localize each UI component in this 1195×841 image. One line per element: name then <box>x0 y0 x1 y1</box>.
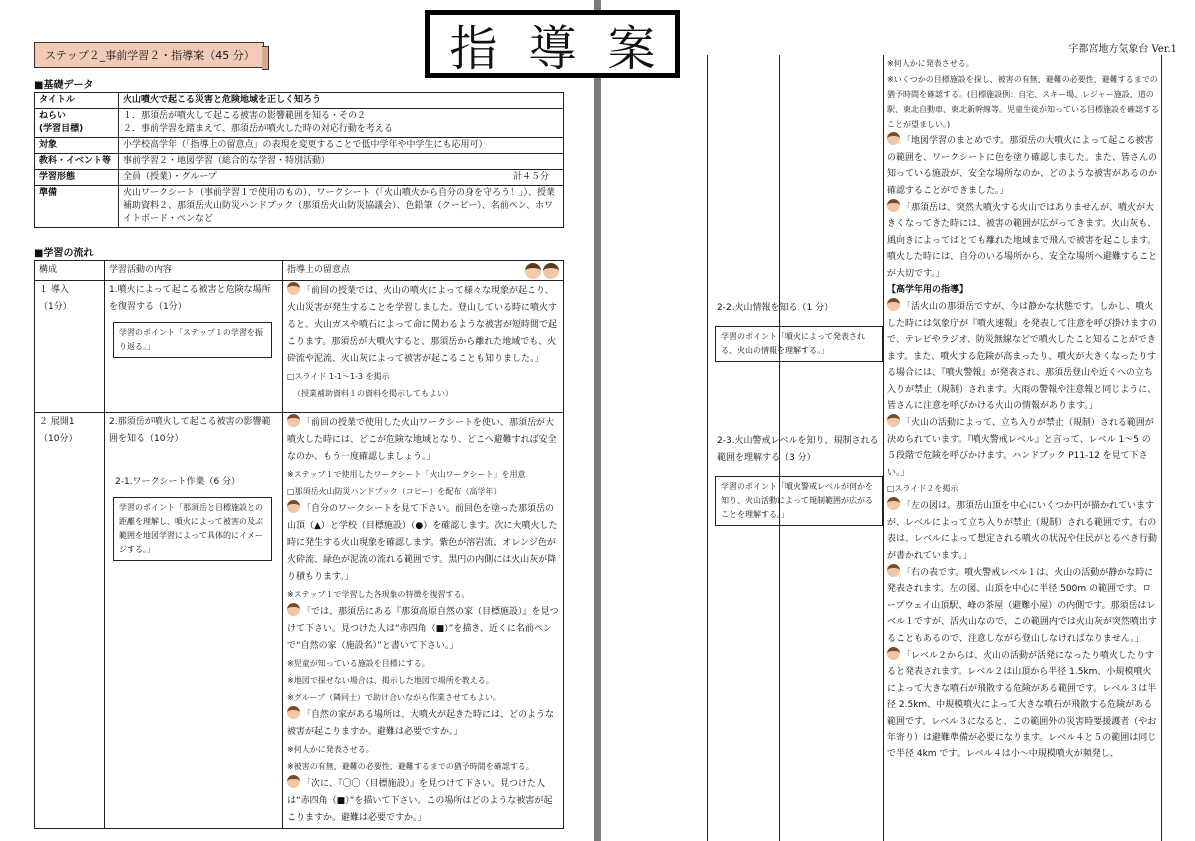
step-banner: ステップ２_事前学習２・指導案（45 分） <box>34 42 264 68</box>
activity-text: 2.那須岳が噴火して起こる被害の影響範囲を知る（10分） <box>109 417 271 444</box>
basic-key: 準備 <box>35 186 119 228</box>
teacher-line: 「レベル２からは、火山の活動が活発になったり噴火したりすると発表されます。レベル２は山頂から半径 1.5km、小規模噴火によって大きな噴石が飛散する危険がある範囲です。レベル３は半径 2.5km、中規模噴火によって大きな噴石が飛散する危険がある範囲です。レベル３になると、この範囲外の災害時要援護者（やお年寄り）は避難準備が必要になります。レベル４と５の範囲は同じで半径 4km です。レベル４は小〜中規模噴火が頻発し、 <box>887 651 1157 760</box>
teacher-line: 「では、那須岳にある『那須高原自然の家（目標施設）』を見つけて下さい。見つけた人は“赤四角（■）”を描き、近くに名前ペンで“自然の家（施設名）”と書いて下さい。」 <box>287 607 559 651</box>
teacher-avatars <box>525 263 559 279</box>
flow-col-header: 指導上の留意点 <box>287 265 351 275</box>
flow-table <box>34 260 564 829</box>
note: □スライド 1-1〜1-3 を掲示 <box>287 372 390 381</box>
teacher-line: 「次に、『〇〇（目標施設）』を見つけて下さい。見つけた人は“赤四角（■）”を描いて下さい。この場所はどのような被害が起こりますか。避難は必要ですか。」 <box>287 779 553 823</box>
note: ※児童が知っている施設を目標にする。 <box>287 659 430 668</box>
teacher-avatar-icon <box>887 298 900 311</box>
note: （授業補助資料１の資料を掲示してもよい） <box>293 389 453 398</box>
note: ※何人かに発表させる。 <box>887 59 974 68</box>
avatar <box>525 263 541 279</box>
teacher-avatar-icon <box>887 647 900 660</box>
note: ※いくつかの目標施設を探し、被害の有無、避難の必要性、避難するまでの猶予時間を確認する。(目標施設例：自宅、スキー場、レジャー施設、道の駅、東北自動車、東北新幹線等。児童生徒が知っている目標施設を確認することが望ましい。) <box>887 75 1159 130</box>
teacher-avatar-icon <box>287 603 300 616</box>
basic-extra: 計４５分 <box>512 172 549 182</box>
teacher-line: 「自然の家がある場所は、大噴火が起きた時には、どのような被害が起こりますか。避難は必要ですか。」 <box>287 710 555 737</box>
basic-value: 火山ワークシート（事前学習１で使用のもの）、ワークシート（「火山噴火から自分の身を守ろう！」）、授業補助資料２、那須岳火山防災ハンドブック（那須岳火山防災協議会）、色鉛筆（クーピー）、名前ペン、ホワイトボード・ペンなど <box>119 186 564 228</box>
flow-col-header: 学習活動の内容 <box>105 261 283 281</box>
avatar <box>543 263 559 279</box>
activity-text: 1.噴火によって起こる被害と危険な場所を復習する（1分） <box>109 285 271 312</box>
learning-point: 学習のポイント「那須岳と目標施設との距離を理解し、噴火によって被害の及ぶ範囲を地図学習によって具体的にイメージする。」 <box>113 497 272 561</box>
teacher-avatar-icon <box>887 132 900 145</box>
teacher-avatar-icon <box>287 706 300 719</box>
teacher-line: 「地図学習のまとめです。那須岳の大噴火によって起こる被害の範囲を、ワークシートに色を塗り確認しました。また、皆さんの知っている施設が、安全な場所なのか、どのような被害があるのか確認することができました。」 <box>887 136 1158 196</box>
activity-text: 2-3.火山警戒レベルを知り、規制される範囲を理解する（3 分） <box>717 436 879 463</box>
learning-point: 学習のポイント「噴火によって発表される、火山の情報を理解する。」 <box>715 326 883 362</box>
teacher-avatar-icon <box>287 282 300 295</box>
teacher-line: 「自分のワークシートを見て下さい。前回色を塗った那須岳の山頂（▲）と学校（目標施設）（●）を確認します。次に大噴火した時に発生する火山現象を確認します。紫色が溶岩流、オレンジ色が火砕流、緑色が泥流の流れる範囲です。黒円の内側には火山灰が降り積もります。」 <box>287 504 558 582</box>
teacher-line: 「前回の授業では、火山の噴火によって様々な現象が起こり、火山災害が発生することを学習しました。登山している時に噴火すると、火山ガスや噴石によって命に関わるような被害が短時間で起こります。那須岳が大噴火すると、那須岳から離れた地域でも、火砕流や泥流、火山灰によって被害が起こることも知りました。」 <box>287 286 558 364</box>
section-label: 【高学年用の指導】 <box>887 285 969 296</box>
basic-value: 事前学習２・地図学習（総合的な学習・特別活動） <box>119 154 564 170</box>
page-gutter <box>594 0 601 841</box>
basic-value: 全員（授業）・グループ <box>123 172 217 182</box>
document-title <box>425 10 680 78</box>
phase-cell: ２ 展開1 （10分） <box>35 413 105 829</box>
right-col-divider <box>883 55 884 841</box>
flow-col-header: 構成 <box>35 261 105 281</box>
basic-value: １．那須岳が噴火して起こる被害の影響範囲を知る・その２ ２．事前学習を踏まえて、那須岳が噴火した時の対応行動を考える <box>119 109 564 138</box>
left-page <box>0 0 594 841</box>
note: ※地図で探せない場合は、掲示した地図で場所を教える。 <box>287 676 494 685</box>
note: □スライド２を掲示 <box>887 483 959 493</box>
learning-point: 学習のポイント「噴火警戒レベルが何かを知り、火山活動によって規制範囲が広がることを理解する。」 <box>715 476 883 526</box>
teacher-avatar-icon <box>887 414 900 427</box>
basic-key: 教科・イベント等 <box>35 154 119 170</box>
teacher-avatar-icon <box>887 199 900 212</box>
teacher-line: 「前回の授業で使用した火山ワークシートを使い、那須岳が大噴火した時には、どこが危険な地域となり、どこへ避難すれば安全なのか、もう一度確認しましょう。」 <box>287 418 557 462</box>
basic-key: 学習形態 <box>35 170 119 186</box>
teacher-line: 「活火山の那須岳ですが、今は静かな状態です。しかし、噴火した時には気象庁が『噴火速報』を発表して注意を呼び掛けますので、テレビやラジオ、防災無線などで噴火したこと知ることができます。また、噴火する危険が高まったり、噴火が大きくなったりする場合には、『噴火警報』が発表され、那須岳登山や近くへの立ち入りが禁止（規制）されます。大雨の警報や注意報と同じように、皆さんに注意を呼びかける火山の情報があります。」 <box>887 302 1158 411</box>
teacher-avatar-icon <box>287 414 300 427</box>
basic-value: 火山噴火で起こる災害と危険地域を正しく知ろう <box>119 93 564 109</box>
teacher-avatar-icon <box>287 775 300 788</box>
phase-cell: １ 導入 （1分） <box>35 281 105 413</box>
basic-heading: ■基礎データ <box>34 80 94 91</box>
note: □那須岳火山防災ハンドブック（コピー）を配布（高学年） <box>287 487 502 496</box>
teacher-avatar-icon <box>887 497 900 510</box>
note: ※ステップ１で使用したワークシート「火山ワークシート」を用意 <box>287 470 526 479</box>
right-page <box>601 0 1195 841</box>
teacher-line: 「右の表です。噴火警戒レベル１は、火山の活動が静かな時に発表されます。左の図、山頂を中心に半径 500m の範囲です。ロープウェイ山頂駅、峰の茶屋（避難小屋）の内側です。那須岳はレベル１ですが、活火山なので、この範囲内では火山灰が突然噴出することもあるので、注意しながら登山しなければなりません。」 <box>887 567 1157 644</box>
note: ※ステップ１で学習した各現象の特徴を復習する。 <box>287 590 470 599</box>
teacher-avatar-icon <box>887 564 900 577</box>
title-char: 導 <box>528 20 577 77</box>
title-char: 指 <box>449 20 498 77</box>
activity-subtext: 2-1.ワークシート作業（6 分） <box>115 477 241 487</box>
note: ※グループ（隣同士）で助け合いながら作業させてもよい。 <box>287 693 502 702</box>
learning-point: 学習のポイント「ステップ１の学習を振り返る。」 <box>113 322 272 358</box>
teacher-line: 「那須岳は、突然大噴火する火山ではありませんが、噴火が大きくなってきた時には、被害の範囲が広がってきます。火山灰も、風向きによってはとても離れた地域まで飛んで被害を起こします。噴火した時には、自分のいる場所から、安全な場所へ避難することが大切です。」 <box>887 203 1158 279</box>
activity-text: 2-2.火山情報を知る（1 分） <box>717 303 834 313</box>
version-label: 宇都宮地方気象台 Ver.1 <box>1068 44 1177 55</box>
basic-key: ねらい (学習目標) <box>35 109 119 138</box>
teacher-line: 「火山の活動によって、立ち入りが禁止（規制）される範囲が決められています。『噴火警戒レベル』と言って、レベル 1〜5 の５段階で危険を呼びかけます。ハンドブック P11-12 を見て下さい。」 <box>887 418 1154 478</box>
basic-key: タイトル <box>35 93 119 109</box>
note: ※被害の有無、避難の必要性、避難するまでの猶予時間を確認する。 <box>287 762 534 771</box>
basic-data-table <box>34 92 564 228</box>
teacher-line: 「左の図は、那須岳山頂を中心にいくつか円が描かれていますが、レベルによって立ち入りが禁止（規制）される範囲です。右の表は、レベルによって想定される噴火の状況や住民がとるべき行動が書かれています。」 <box>887 501 1158 561</box>
basic-key: 対象 <box>35 138 119 154</box>
note: ※何人かに発表させる。 <box>287 745 374 754</box>
teacher-avatar-icon <box>287 500 300 513</box>
flow-heading: ■学習の流れ <box>34 248 94 259</box>
right-guidance-column <box>887 56 1159 763</box>
title-char: 案 <box>607 20 656 77</box>
basic-value: 小学校高学年（「指導上の留意点」の表現を変更することで低中学年や中学生にも応用可） <box>119 138 564 154</box>
